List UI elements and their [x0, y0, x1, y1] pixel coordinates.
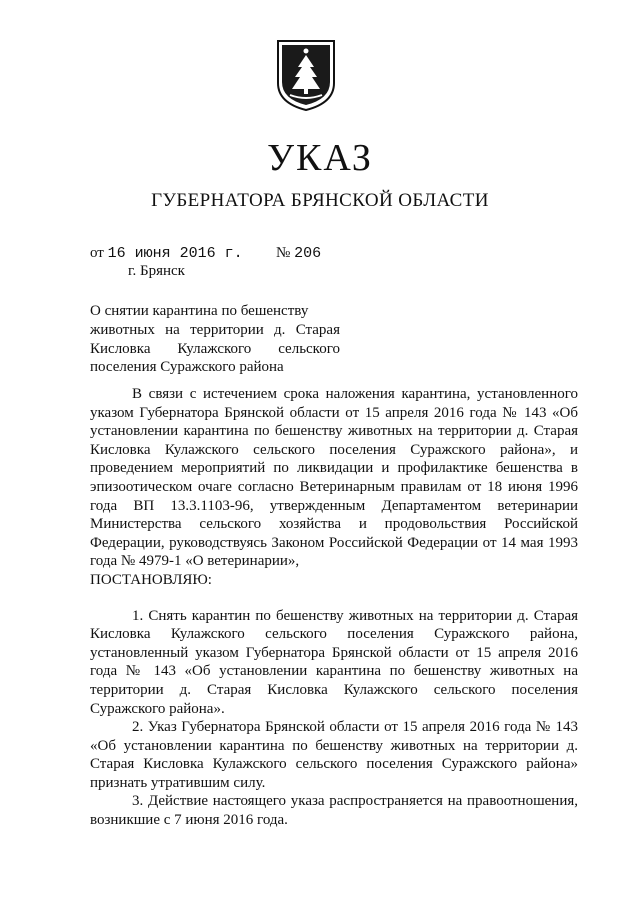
document-number — [276, 245, 321, 262]
document-date — [90, 245, 243, 262]
date-value: 16 июня 2016 г. — [107, 245, 243, 262]
document-subtitle: ГУБЕРНАТОРА БРЯНСКОЙ ОБЛАСТИ — [151, 190, 489, 211]
document-body — [90, 385, 578, 830]
document-subject — [90, 302, 340, 377]
date-prefix: от — [90, 245, 104, 261]
number-value: 206 — [294, 245, 322, 262]
bryansk-coat-of-arms-icon — [274, 37, 338, 113]
preamble-paragraph: В связи с истечением срока наложения карантина, установленного указом Губернатора Брянской области от 15 апреля 2016 года № 143 «Об установлении карантина по бешенству животных на территории д. Старая Кисловка Кулажского сельского поселения Суражского района», и проведением мероприятий по ликвидации и профилактике бешенства в эпизоотическом очаге согласно Ветеринарным правилам от 18 июня 1996 года ВП 13.3.1103-96, утвержденным Департаментом ветеринарии Министерства сельского хозяйства и продовольствия Российской Федерации, руководствуясь Законом Российской Федерации от 14 мая 1993 года № 4979-1 «О ветеринарии», — [90, 386, 578, 570]
number-sign: № — [276, 245, 291, 261]
subject-line: О снятии карантина по бешенству — [90, 303, 309, 319]
document-city: г. Брянск — [128, 263, 185, 279]
decree-item: 2. Указ Губернатора Брянской области от 15 апреля 2016 года № 143 «Об установлении карантина по бешенству животных на территории д. Старая Кисловка Кулажского сельского поселения Суражского района» признать утратившим силу. — [90, 719, 578, 791]
decree-item: 1. Снять карантин по бешенству животных на территории д. Старая Кисловка Кулажского сельского поселения Суражского района, установленный указом Губернатора Брянской области от 15 апреля 2016 года № 143 «Об установлении карантина по бешенству животных на территории д. Старая Кисловка Кулажского сельского поселения Суражского района». — [90, 607, 578, 717]
decree-word: ПОСТАНОВЛЯЮ: — [90, 571, 212, 588]
subject-line: Кисловка Кулажского сельского — [90, 340, 340, 357]
document-title: УКАЗ — [267, 137, 373, 179]
subject-line: животных на территории д. Старая — [90, 321, 340, 338]
subject-line: поселения Суражского района — [90, 359, 284, 376]
decree-item: 3. Действие настоящего указа распространяется на правоотношения, возникшие с 7 июня 2016 года. — [90, 793, 578, 829]
